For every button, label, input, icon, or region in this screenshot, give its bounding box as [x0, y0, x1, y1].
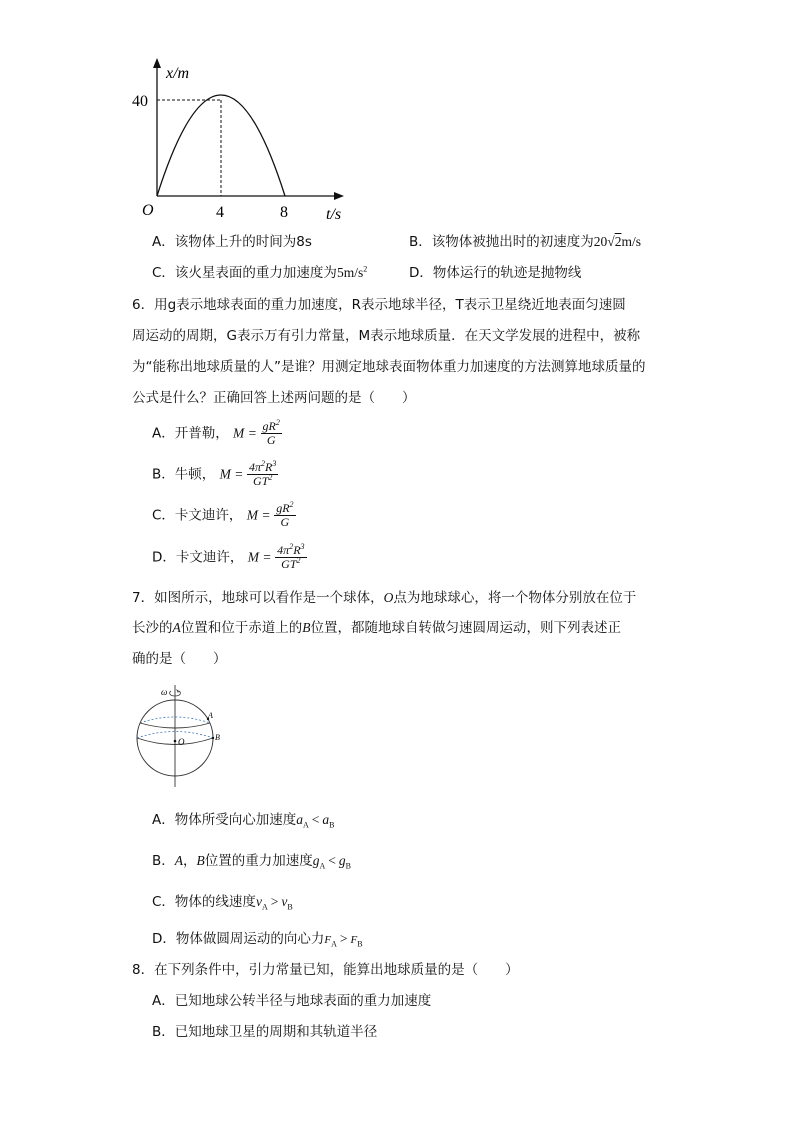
point-b-label: B: [215, 733, 220, 742]
q6-option-d-den: GT: [281, 557, 297, 571]
q6-option-d-eq: =: [263, 549, 271, 565]
q5-option-d[interactable]: D．物体运行的轨迹是抛物线: [409, 265, 582, 281]
q6-option-b-eq: =: [235, 466, 243, 482]
q6-option-a-m: M: [233, 425, 245, 441]
x-axis-arrow: [334, 192, 344, 200]
q7-option-c-v1: v: [255, 894, 262, 909]
q7-option-c-v2: v: [281, 894, 288, 909]
q7-line1-o: O: [383, 590, 394, 605]
q6-option-b[interactable]: [152, 461, 278, 495]
q7-option-a[interactable]: [152, 812, 335, 828]
q7-option-d[interactable]: [152, 931, 363, 948]
q8-option-a[interactable]: A．已知地球公转半径与地球表面的重力加速度: [152, 993, 432, 1009]
q7-option-b-A: A: [174, 853, 184, 868]
q6-option-b-m: M: [219, 466, 231, 482]
q6-option-a-label: A．开普勒，: [152, 425, 229, 442]
q7-line1-b: 点为地球球心，将一个物体分别放在位于: [393, 590, 637, 606]
center-label: O: [178, 737, 185, 747]
q6-option-d-den-exp: 2: [296, 556, 301, 565]
q7-option-b-v1: g: [312, 853, 320, 868]
x-tick-8: 8: [280, 204, 288, 221]
q5-option-b[interactable]: [409, 234, 641, 250]
q6-option-d-fraction: [275, 544, 306, 571]
q7-option-b-sep: ，: [183, 853, 197, 869]
q6-option-c[interactable]: [152, 502, 296, 536]
q7-option-b-op: <: [328, 853, 336, 868]
q6-option-a-fraction: [261, 420, 282, 447]
origin-label: O: [142, 202, 154, 219]
q6-option-d-label: D．卡文迪许，: [152, 549, 244, 566]
q6-option-b-label: B．牛顿，: [152, 466, 216, 483]
q7-option-d-v2: F: [350, 934, 358, 946]
q6-option-a[interactable]: [152, 420, 282, 454]
q7-option-a-text: A．物体所受向心加速度: [152, 812, 297, 828]
point-b: [212, 737, 214, 739]
q6-option-d[interactable]: [152, 544, 307, 578]
q6-option-d-num2: R: [293, 543, 301, 557]
y-tick-40: 40: [132, 93, 148, 110]
q6-option-d-num-exp: 2: [289, 542, 294, 551]
q8-stem: 8．在下列条件中，引力常量已知，能算出地球质量的是（ ）: [132, 962, 519, 978]
q7-option-a-s2: B: [329, 820, 335, 830]
q6-option-b-den: GT: [253, 474, 269, 488]
q7-stem-line3: 确的是（ ）: [132, 651, 227, 667]
q6-option-b-num-exp: 2: [261, 459, 266, 468]
q7-option-d-s1: A: [331, 939, 337, 949]
q6-option-c-num: gR: [276, 501, 290, 515]
q6-option-c-m: M: [246, 507, 258, 523]
q6-option-a-eq: =: [248, 425, 257, 441]
q7-line2-B: B: [302, 620, 311, 635]
q7-option-b-v2: g: [338, 853, 346, 868]
q6-option-d-num: 4π: [277, 543, 290, 557]
q6-option-c-eq: =: [262, 507, 270, 523]
q7-option-a-v1: a: [296, 812, 303, 827]
q5-option-c[interactable]: [152, 265, 367, 281]
q5-option-b-unit: m/s: [621, 234, 641, 249]
q7-option-b-s2: B: [345, 861, 352, 871]
q5-option-b-prefix: B．该物体被抛出时的初速度为: [409, 234, 594, 250]
q7-option-d-op: >: [339, 931, 348, 946]
q7-option-c-s2: B: [287, 902, 293, 912]
q7-option-c-text: C．物体的线速度: [152, 894, 256, 910]
q7-option-b[interactable]: [152, 853, 351, 869]
q7-line2-b: 位置和位于赤道上的: [180, 620, 303, 636]
q7-option-b-label: B．: [152, 853, 175, 869]
q7-option-b-s1: A: [319, 861, 326, 871]
q7-option-c-op: >: [270, 894, 279, 909]
q7-option-d-text: D．物体做圆周运动的向心力: [152, 931, 325, 947]
q6-option-b-num2-exp: 3: [272, 459, 277, 468]
q7-option-d-s2: B: [357, 939, 363, 949]
q6-option-b-num: 4π: [249, 460, 262, 474]
q7-line1-a: 7．如图所示，地球可以看作是一个球体，: [132, 590, 384, 606]
q7-stem-line2: [132, 620, 621, 636]
q7-option-c[interactable]: [152, 894, 293, 910]
q5-option-c-exp: 2: [363, 264, 368, 274]
q5-option-a[interactable]: A．该物体上升的时间为8s: [152, 234, 312, 250]
q7-line2-A: A: [172, 620, 181, 635]
q6-option-a-num: gR: [262, 419, 276, 433]
q6-option-b-fraction: [247, 461, 278, 488]
q7-line2-a: 长沙的: [132, 620, 173, 636]
q5-option-c-prefix: C．该火星表面的重力加速度为: [152, 265, 337, 281]
omega-label: ω: [161, 687, 168, 697]
position-time-graph: [130, 55, 370, 225]
q5-option-b-root: 2: [614, 234, 622, 249]
q7-option-b-text: 位置的重力加速度: [204, 853, 313, 869]
q6-stem-line2: 周运动的周期，G表示万有引力常量，M表示地球质量．在天文学发展的进程中，被称: [132, 328, 641, 344]
q6-stem-line1: 6．用g表示地球表面的重力加速度，R表示地球半径，T表示卫星绕近地表面匀速圆: [132, 297, 626, 313]
point-a-label: A: [208, 711, 213, 720]
q6-option-d-m: M: [247, 549, 259, 565]
q5-option-b-value: 20: [593, 234, 608, 249]
q8-option-b[interactable]: B．已知地球卫星的周期和其轨道半径: [152, 1024, 378, 1040]
q6-option-c-num-exp: 2: [289, 500, 294, 509]
sqrt-icon: √: [607, 234, 615, 249]
center-point: [174, 740, 177, 743]
q7-option-a-s1: A: [303, 820, 309, 830]
q7-option-d-v1: F: [324, 934, 332, 946]
q7-stem-line1: [132, 590, 636, 606]
q7-option-b-B: B: [196, 853, 205, 868]
q6-option-c-fraction: [274, 502, 295, 529]
q6-option-c-den: G: [280, 515, 290, 529]
q6-stem-line4: 公式是什么？正确回答上述两问题的是（ ）: [132, 390, 416, 406]
earth-sphere-figure: [128, 683, 228, 793]
q6-stem-line3: 为“能称出地球质量的人”是谁？用测定地球表面物体重力加速度的方法测算地球质量的: [132, 359, 646, 375]
q7-line2-c: 位置，都随地球自转做匀速圆周运动，则下列表述正: [310, 620, 621, 636]
x-axis-label: t/s: [326, 206, 342, 223]
y-axis-label: x/m: [166, 65, 190, 82]
x-tick-4: 4: [216, 204, 224, 221]
q7-option-a-v2: a: [322, 812, 330, 827]
q7-option-a-op: <: [311, 812, 320, 827]
q6-option-d-num2-exp: 3: [300, 542, 305, 551]
q6-option-c-label: C．卡文迪许，: [152, 507, 243, 524]
q5-option-c-value: 5m/s: [336, 265, 364, 280]
q7-option-c-s1: A: [261, 902, 268, 912]
y-axis-arrow: [153, 58, 161, 68]
q6-option-a-num-exp: 2: [275, 418, 280, 427]
q6-option-b-num2: R: [265, 460, 273, 474]
q6-option-b-den-exp: 2: [268, 473, 273, 482]
q6-option-a-den: G: [266, 433, 276, 447]
